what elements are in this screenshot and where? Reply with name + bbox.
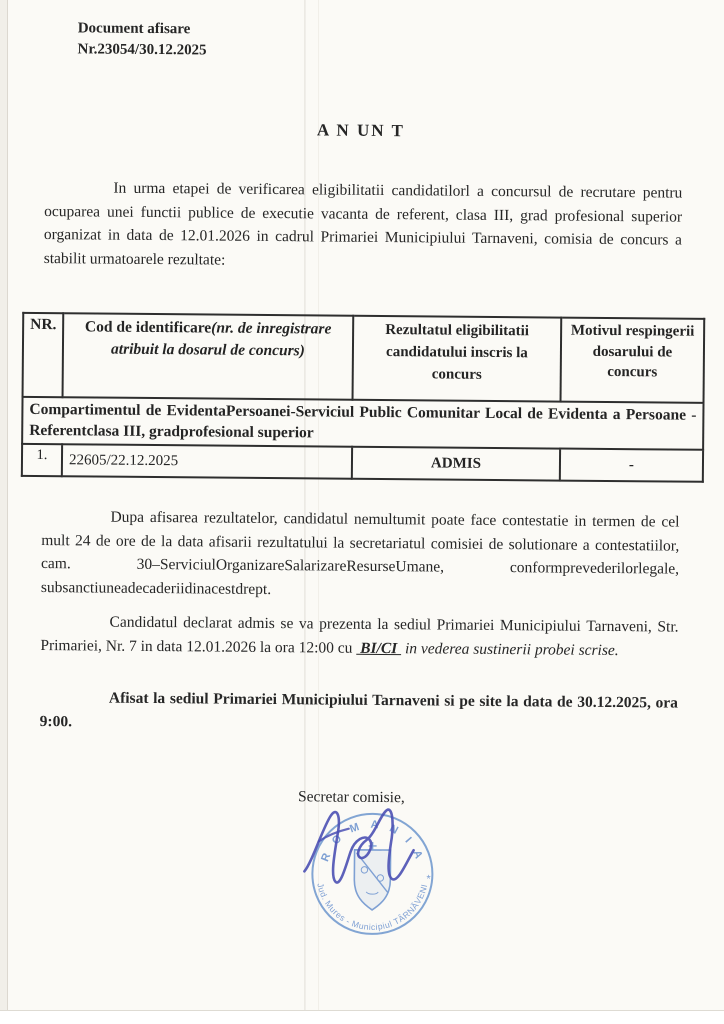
stamp-star: * — [426, 873, 431, 886]
stamp-and-signature — [288, 799, 457, 942]
table-header-nr: NR. — [23, 313, 64, 397]
table-header-cod-italic: (nr. de inregistrare atribuit la dosarul de concurs) — [110, 319, 332, 360]
posting-paragraph: Afisat la sediul Primariei Municipiului Tarnaveni si pe site la data de 30.12.2025, ora 9:00. — [39, 689, 678, 730]
table-header-rezultat: Rezultatul eligibilitatii candidatului inscris la concurs — [353, 316, 562, 402]
cell-nr: 1. — [22, 444, 62, 476]
document-header-number: Nr.23054/30.12.2025 — [77, 41, 207, 59]
bi-ci-emphasis: BI/CI — [356, 639, 402, 657]
signature-label: Secretar comisie, — [297, 788, 405, 807]
table-header-row — [23, 313, 705, 403]
cell-cod: 22605/22.12.2025 — [62, 444, 352, 479]
official-stamp — [288, 799, 457, 942]
scan-bottom-edge — [0, 1010, 724, 1024]
document-header-title: Document afisare — [77, 20, 191, 38]
table-section-cell: Compartimentul de EvidentaPersoanei-Serviciul Public Comunitar Local de Evidenta a Persoane -Referentclasa III, gradprofesional superior — [22, 397, 703, 450]
table-header-cod — [63, 313, 354, 400]
cell-rezultat: ADMIS — [352, 447, 560, 481]
table-header-cod-main: Cod de identificare — [84, 318, 212, 337]
table-header-motiv: Motivul respingerii dosarului de concurs — [561, 318, 705, 403]
presentation-text-end: in vederea sustinerii probei scrise. — [401, 639, 619, 659]
table-section-row — [22, 397, 703, 450]
stamp-country-text: R O M A N I A — [319, 818, 426, 865]
presentation-text-start: Candidatul declarat admis se va prezenta la sediul Primariei Municipiului Tarnaveni, Str. Primariei, Nr. 7 in data 12.01.2026 la ora 12:00 cu — [40, 613, 679, 657]
document-header — [77, 18, 206, 61]
table-row — [22, 444, 703, 482]
stamp-municipality-text: Jud. Mures - Municipiul TÂRNĂVENI — [315, 881, 430, 932]
presentation-paragraph — [40, 610, 678, 663]
intro-paragraph: In urma etapei de verificarea eligibilitatii candidatilorl a concursul de recrutare pentru ocuparea unei functii publice de executie vacanta de referent, clasa III, grad profesional superior organizat in data de 12.01.2026 in cadrul Primariei Municipiului Tarnaveni, comisia de concurs a stabilit urmatoarele rezultate: — [43, 179, 683, 269]
document-title: A N UN T — [316, 120, 405, 141]
cell-motiv: - — [560, 449, 703, 482]
contestation-paragraph: Dupa afisarea rezultatelor, candidatul nemultumit poate face contestatie in termen de cel mult 24 de ore de la data afisarii rezultatului la secretariatul comisiei de solutionare a contestatiilor, cam. 30–ServiciulOrganizareSalarizareResurseUmane, conformprevederilorlegale, subsanctiuneadecaderiidinacestdrept. — [40, 508, 680, 598]
results-table — [21, 312, 705, 483]
